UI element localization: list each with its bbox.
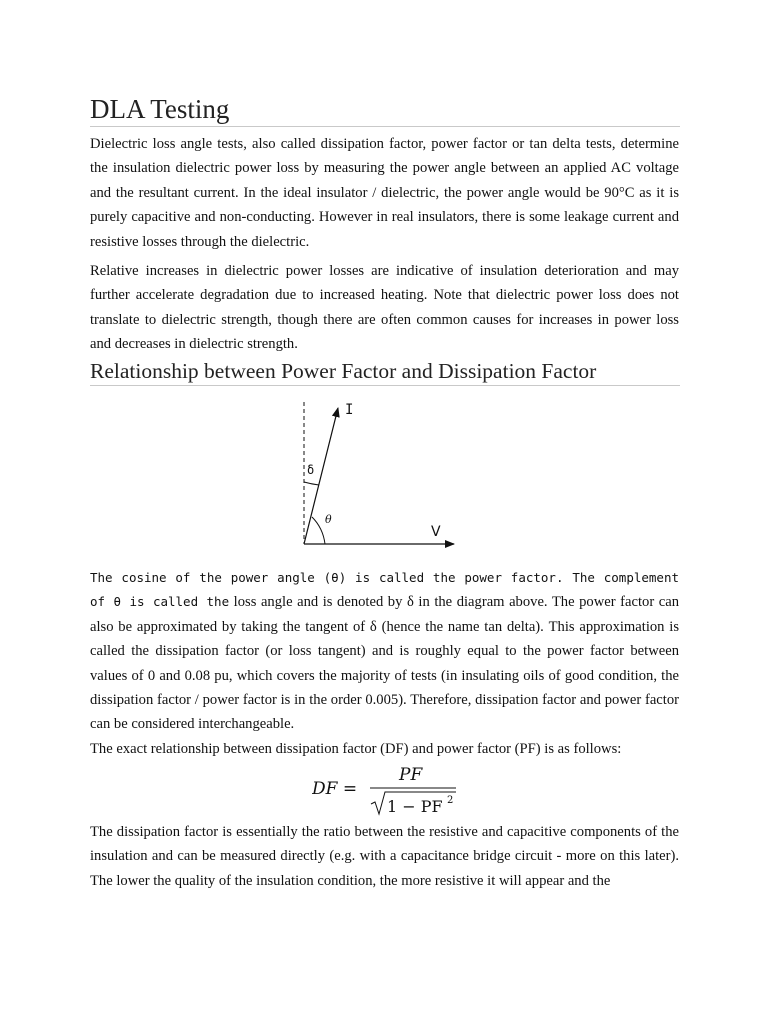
power-factor-body: loss angle and is denoted by δ in the diagram above. The power factor can also be approximated by taking the tangent of δ (hence the name tan delta). This approximation is called the dissipation factor (or loss tangent) and is roughly equal to the power factor between values of 0 and 0.08 pu, which covers the majority of tests (in insulating oils of good condition, the dissipation factor / power factor is in the order 0.005). Therefore, dissipation factor and power factor can be considered interchangeable. — [90, 594, 679, 733]
page-title: DLA Testing — [90, 92, 680, 127]
delta-label: δ — [307, 463, 315, 477]
section-heading: Relationship between Power Factor and Dissipation Factor — [90, 357, 680, 386]
formula-denominator: 1 − PF — [387, 797, 443, 816]
power-factor-lead: The cosine of the power angle (θ) is called the power factor. The complement of θ is called the — [90, 570, 679, 610]
formula-numerator: PF — [399, 765, 423, 785]
theta-label: θ — [325, 513, 332, 526]
current-label: I — [345, 402, 354, 418]
intro-paragraph: Dielectric loss angle tests, also called dissipation factor, power factor or tan delta tests, determine the insulation dielectric power loss by measuring the power angle between an applied AC voltage and the resultant current. In the ideal insulator / dielectric, the power angle would be 90°C as it is purely capacitive and non-conducting. However in real insulators, there is some leakage current and resistive losses through the dielectric. — [90, 136, 679, 250]
theta-arc — [312, 517, 325, 544]
df-formula — [312, 760, 472, 818]
formula-exponent: 2 — [447, 795, 454, 806]
phasor-diagram — [298, 396, 468, 556]
power-factor-paragraph — [90, 566, 679, 737]
relationship-paragraph: The exact relationship between dissipation factor (DF) and power factor (PF) is as follows: — [90, 741, 622, 757]
formula-lhs: DF = — [312, 779, 358, 799]
delta-arc — [304, 482, 319, 485]
dissipation-paragraph: The dissipation factor is essentially the ratio between the resistive and capacitive components of the insulation and can be measured directly (e.g. with a capacitance bridge circuit - more on this later). The lower the quality of the insulation condition, the more resistive it will appear and the — [90, 824, 679, 889]
voltage-label: V — [431, 524, 441, 540]
degradation-paragraph: Relative increases in dielectric power losses are indicative of insulation deterioration and may further accelerate degradation due to increased heating. Note that dielectric power loss does not translate to dielectric strength, though there are often common causes for increases in power loss and decreases in dielectric strength. — [90, 263, 679, 353]
